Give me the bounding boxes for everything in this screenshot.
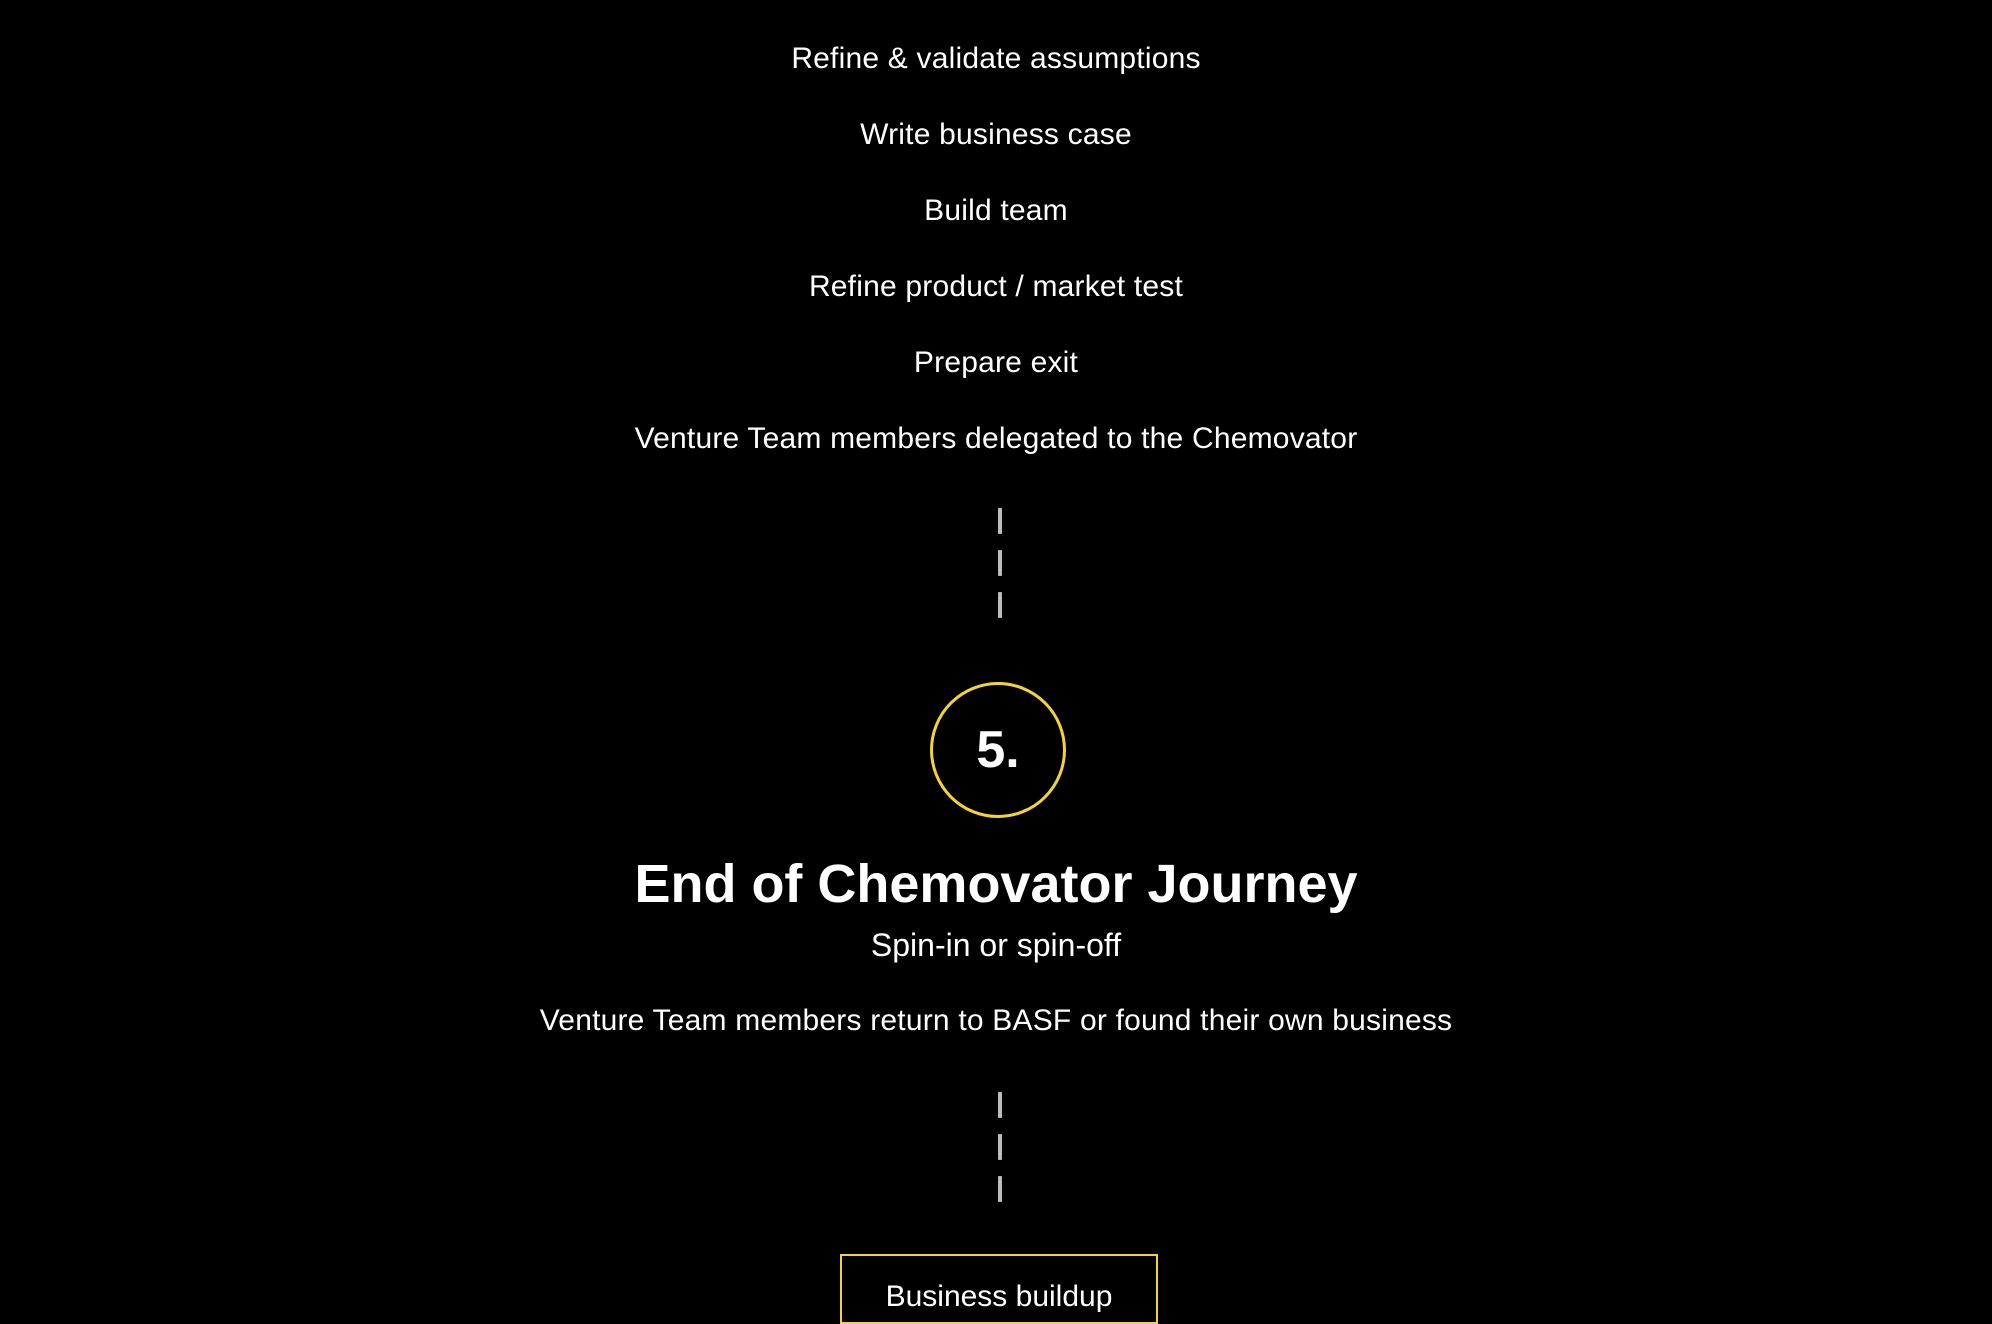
connector-dash [998, 1134, 1002, 1160]
step-item-prepare-exit: Prepare exit [913, 346, 1079, 379]
stage-description: Venture Team members return to BASF or found their own business [539, 1004, 1453, 1037]
step-item-build-team: Build team [924, 194, 1068, 227]
step-item-business-case: Write business case [860, 118, 1132, 151]
stage-subtitle: Spin-in or spin-off [870, 927, 1122, 963]
connector-dash [998, 508, 1002, 534]
business-buildup-label: Business buildup [885, 1280, 1113, 1313]
connector-dash [998, 1092, 1002, 1118]
step-item-team-delegated: Venture Team members delegated to the Chemovator [634, 422, 1358, 455]
step-item-refine-validate: Refine & validate assumptions [791, 42, 1201, 75]
connector-dash [998, 1176, 1002, 1202]
connector-dash [998, 592, 1002, 618]
business-buildup-button[interactable] [840, 1254, 1158, 1324]
stage-number-badge [930, 682, 1066, 818]
stage-number: 5. [976, 721, 1020, 779]
connector-dash [998, 550, 1002, 576]
step-item-market-test: Refine product / market test [808, 270, 1184, 303]
stage-title: End of Chemovator Journey [634, 854, 1358, 914]
